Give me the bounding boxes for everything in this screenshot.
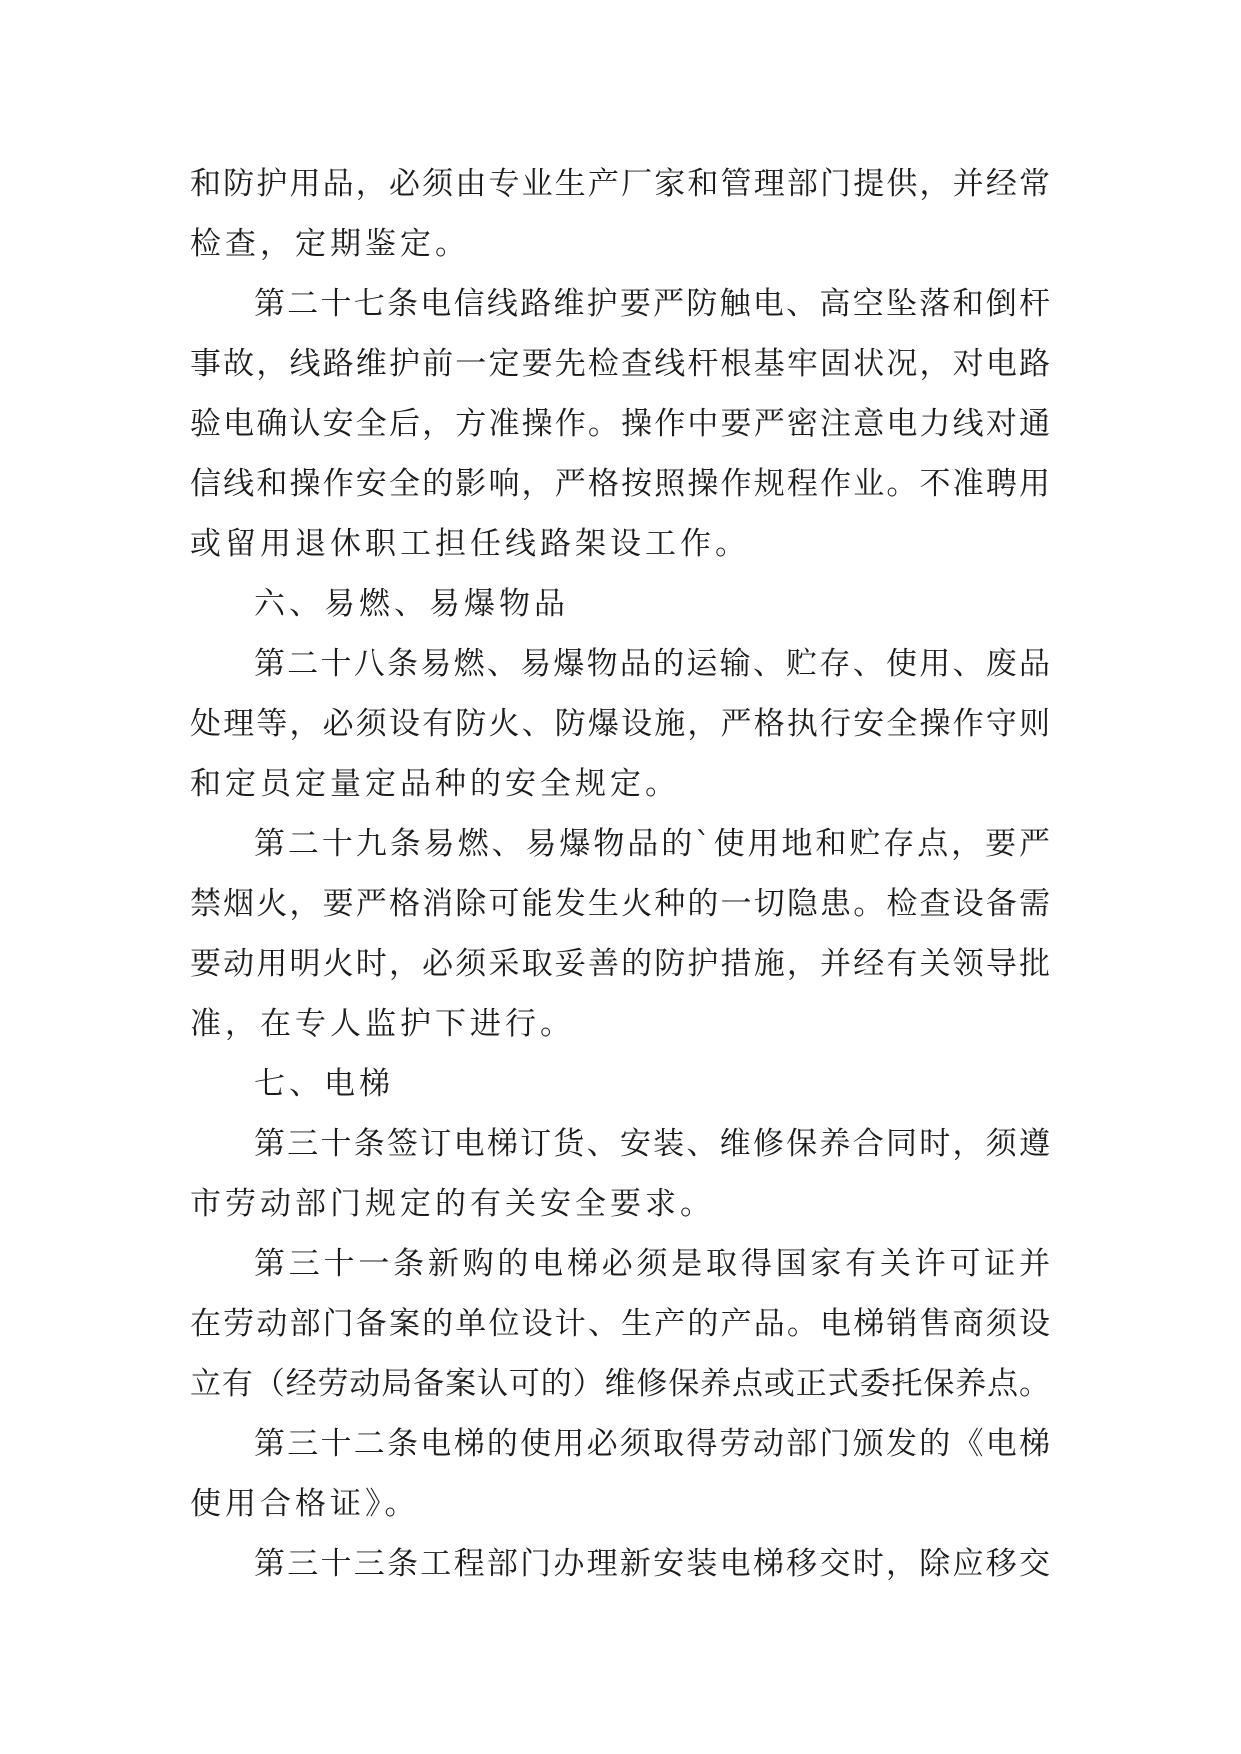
text-line: 在劳动部门备案的单位设计、生产的产品。电梯销售商须设: [190, 1306, 1050, 1342]
text-line: 要动用明火时，必须采取妥善的防护措施，并经有关领导批: [190, 946, 1050, 982]
text-line: 第二十九条易燃、易爆物品的`使用地和贮存点，要严: [254, 826, 1050, 862]
text-line: 第三十条签订电梯订货、安装、维修保养合同时，须遵: [254, 1126, 1050, 1162]
text-line: 和定员定量定品种的安全规定。: [190, 766, 680, 802]
text-line: 和防护用品，必须由专业生产厂家和管理部门提供，并经常: [190, 166, 1050, 202]
text-line: 验电确认安全后，方准操作。操作中要严密注意电力线对通: [190, 406, 1050, 442]
text-line: 禁烟火，要严格消除可能发生火种的一切隐患。检查设备需: [190, 886, 1050, 922]
text-line: 第三十三条工程部门办理新安装电梯移交时，除应移交: [254, 1546, 1050, 1582]
text-line: 第三十一条新购的电梯必须是取得国家有关许可证并: [254, 1246, 1050, 1282]
text-line: 第二十八条易燃、易爆物品的运输、贮存、使用、废品: [254, 646, 1050, 682]
text-line: 准，在专人监护下进行。: [190, 1006, 575, 1042]
text-line: 处理等，必须设有防火、防爆设施，严格执行安全操作守则: [190, 706, 1050, 742]
section-heading: 六、易燃、易爆物品: [254, 586, 569, 622]
text-line: 第三十二条电梯的使用必须取得劳动部门颁发的《电梯: [254, 1426, 1050, 1462]
text-line: 第二十七条电信线路维护要严防触电、高空坠落和倒杆: [254, 286, 1050, 322]
text-line: 使用合格证》。: [190, 1486, 420, 1522]
section-heading: 七、电梯: [254, 1066, 394, 1102]
text-line: 事故，线路维护前一定要先检查线杆根基牢固状况，对电路: [190, 346, 1050, 382]
text-line: 或留用退休职工担任线路架设工作。: [190, 526, 750, 562]
text-line: 市劳动部门规定的有关安全要求。: [190, 1186, 715, 1222]
document-body: [190, 154, 1050, 1594]
text-line: 信线和操作安全的影响，严格按照操作规程作业。不准聘用: [190, 466, 1050, 502]
text-line: 立有（经劳动局备案认可的）维修保养点或正式委托保养点。: [190, 1366, 1050, 1402]
text-line: 检查，定期鉴定。: [190, 226, 470, 262]
